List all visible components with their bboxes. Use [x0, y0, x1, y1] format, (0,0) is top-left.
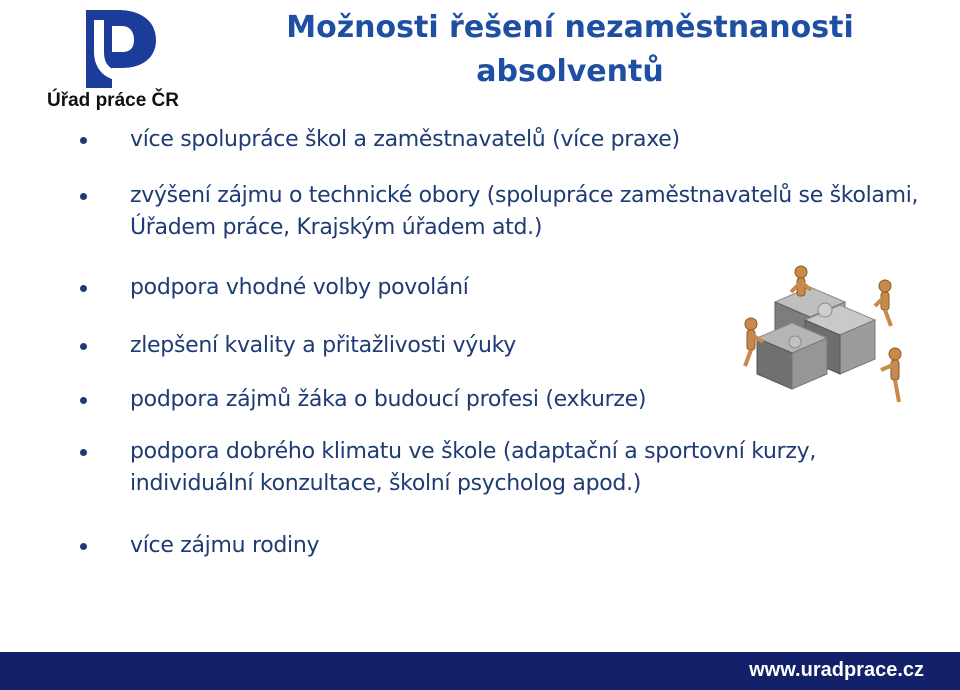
list-item	[80, 124, 900, 156]
list-item-text: více spolupráce škol a zaměstnavatelů (více praxe)	[130, 127, 680, 152]
list-item	[80, 436, 900, 500]
list-item-text: zlepšení kvality a přitažlivosti výuky	[130, 333, 517, 358]
bullet-dot-icon	[80, 449, 87, 456]
urad-prace-logo-icon	[78, 6, 164, 92]
list-item-text: podpora vhodné volby povolání	[130, 275, 469, 300]
bullet-dot-icon	[80, 397, 87, 404]
list-item-text: podpora zájmů žáka o budoucí profesi (exkurze)	[130, 387, 647, 412]
footer-url-link[interactable]: www.uradprace.cz	[749, 659, 924, 681]
bullet-dot-icon	[80, 543, 87, 550]
footer-bar	[0, 652, 960, 690]
list-item	[80, 530, 900, 562]
bullet-dot-icon	[80, 193, 87, 200]
bullet-dot-icon	[80, 285, 87, 292]
logo	[28, 6, 198, 114]
bullet-dot-icon	[80, 343, 87, 350]
list-item	[80, 180, 919, 244]
logo-text: Úřad práce ČR	[47, 90, 179, 111]
list-item-text: podpora dobrého klimatu ve škole (adaptační a sportovní kurzy, individuální konzultace, školní psycholog apod.)	[130, 439, 817, 496]
list-item-text: více zájmu rodiny	[130, 533, 320, 558]
list-item-text: zvýšení zájmu o technické obory (spolupráce zaměstnavatelů se školami, Úřadem práce, Krajským úřadem atd.)	[130, 183, 919, 240]
slide-title: Možnosti řešení nezaměstnanosti absolventů	[286, 10, 854, 89]
puzzle-figures-icon	[735, 262, 905, 420]
bullet-dot-icon	[80, 137, 87, 144]
